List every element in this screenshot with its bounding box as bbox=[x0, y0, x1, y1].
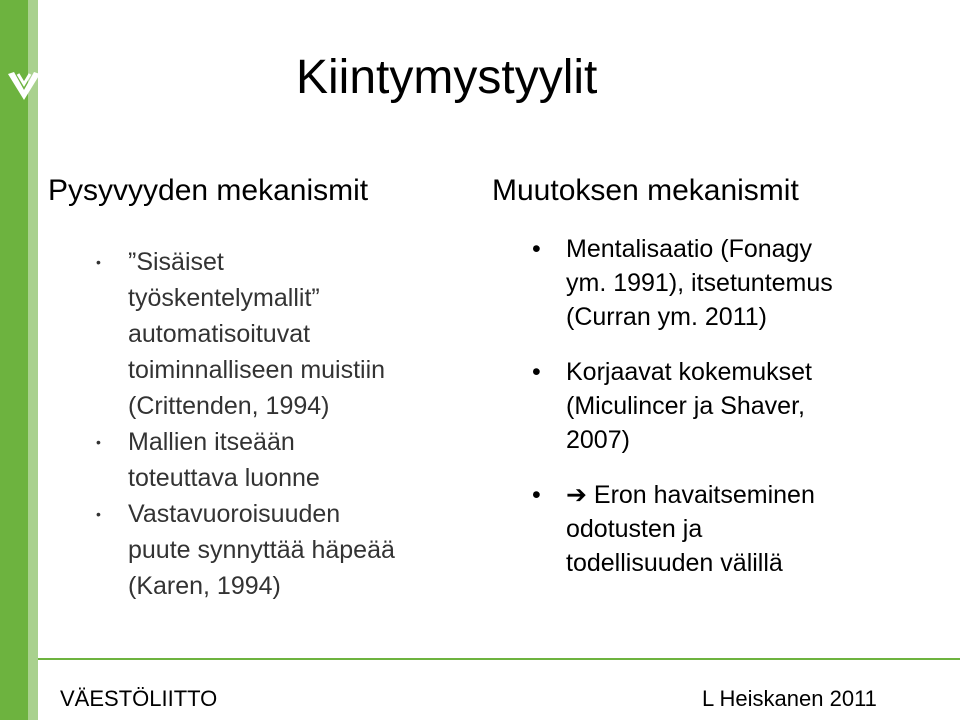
bullet-marker: • bbox=[96, 254, 101, 270]
vaestoliitto-heart-leaf-icon bbox=[4, 64, 44, 108]
left-column-heading: Pysyvyyden mekanismit bbox=[48, 174, 369, 207]
footer-divider bbox=[38, 658, 960, 660]
footer-author-year: L Heiskanen 2011 bbox=[702, 686, 877, 711]
list-item-line: toiminnalliseen muistiin bbox=[128, 356, 386, 384]
bullet-marker: • bbox=[532, 235, 541, 263]
list-item-line: (Curran ym. 2011) bbox=[566, 303, 767, 331]
list-item bbox=[96, 496, 516, 604]
list-item bbox=[532, 232, 942, 334]
list-item-line: toteuttava luonne bbox=[128, 464, 320, 492]
bullet-marker: • bbox=[532, 358, 541, 386]
list-item bbox=[96, 424, 516, 496]
list-item-line: todellisuuden välillä bbox=[566, 549, 783, 577]
list-item-line: puute synnyttää häpeää bbox=[128, 536, 395, 564]
list-item-line: ym. 1991), itsetuntemus bbox=[566, 269, 833, 297]
left-accent-bar-light bbox=[28, 0, 38, 720]
list-item bbox=[532, 478, 942, 580]
footer-organization: VÄESTÖLIITTO bbox=[60, 686, 218, 711]
bullet-marker: • bbox=[96, 506, 101, 522]
bullet-marker: • bbox=[532, 481, 541, 509]
list-item-line: 2007) bbox=[566, 426, 630, 454]
list-item-line: työskentelymallit” bbox=[128, 284, 320, 312]
list-item-line: Vastavuoroisuuden bbox=[128, 500, 341, 528]
bullet-marker: • bbox=[96, 434, 101, 450]
list-item-line: (Miculincer ja Shaver, bbox=[566, 392, 805, 420]
list-item-line: ➔ Eron havaitseminen bbox=[566, 481, 815, 509]
list-item-line: odotusten ja bbox=[566, 515, 703, 543]
list-item-line: (Crittenden, 1994) bbox=[128, 392, 330, 420]
list-item-line: automatisoituvat bbox=[128, 320, 311, 348]
list-item-line: Mentalisaatio (Fonagy bbox=[566, 235, 812, 263]
list-item-line: ”Sisäiset bbox=[128, 248, 224, 276]
list-item bbox=[532, 355, 942, 457]
right-column-heading: Muutoksen mekanismit bbox=[492, 174, 799, 207]
list-item-line: Korjaavat kokemukset bbox=[566, 358, 812, 386]
right-bullet-list bbox=[532, 232, 942, 601]
slide-title: Kiintymystyylit bbox=[296, 51, 598, 104]
list-item bbox=[96, 244, 516, 424]
list-item-line: Mallien itseään bbox=[128, 428, 295, 456]
left-bullet-list bbox=[96, 244, 516, 604]
list-item-line: (Karen, 1994) bbox=[128, 572, 281, 600]
left-accent-bar bbox=[0, 0, 28, 720]
